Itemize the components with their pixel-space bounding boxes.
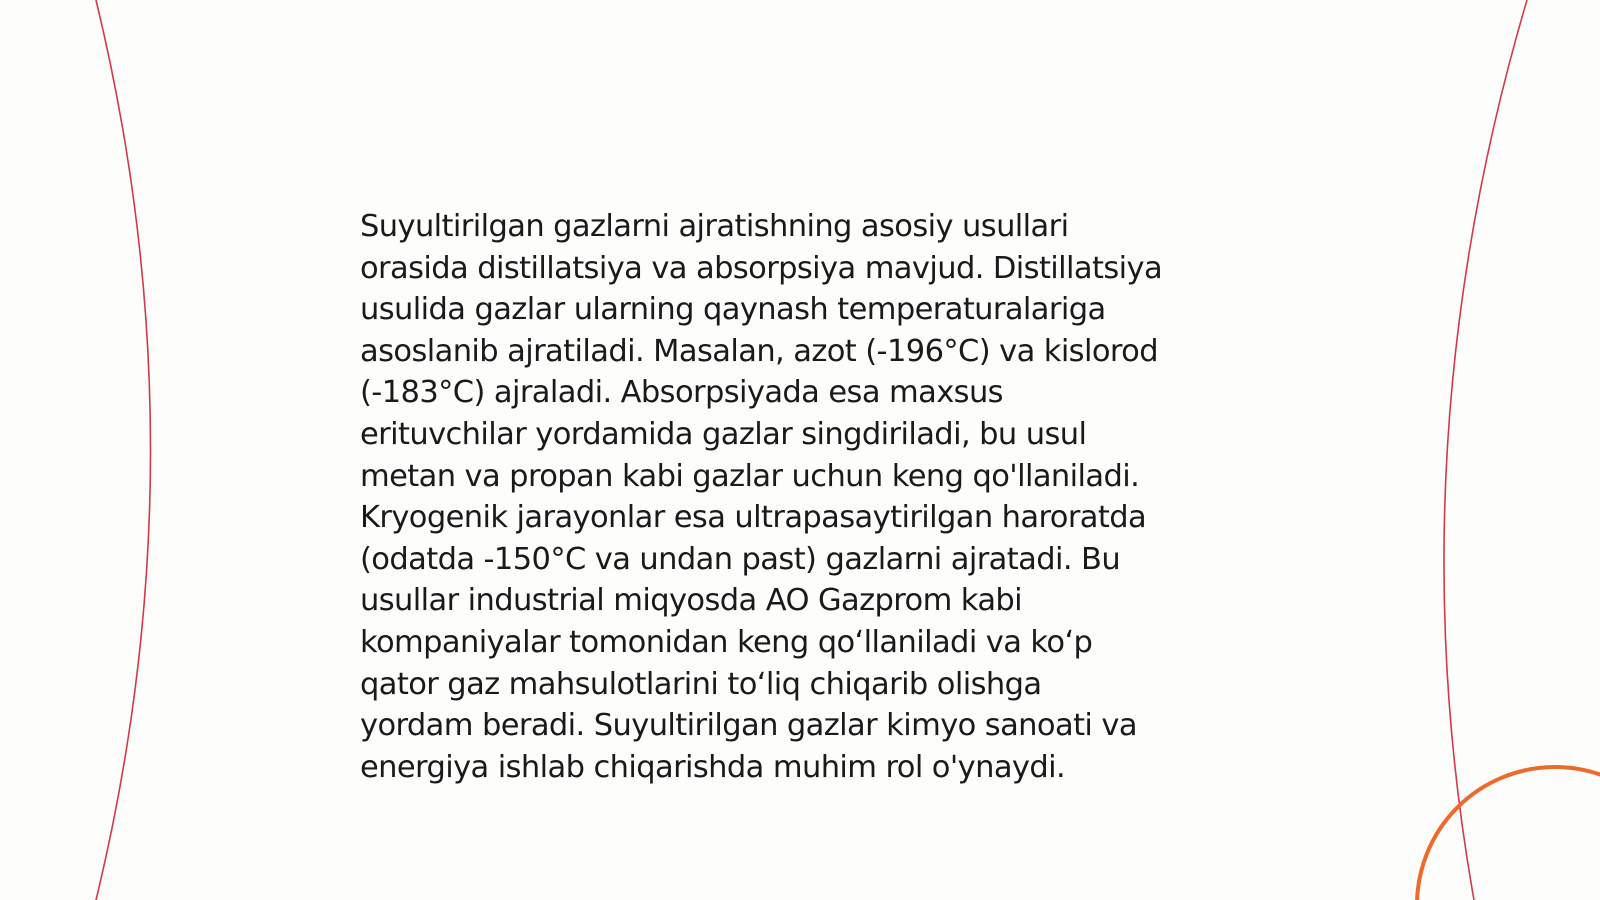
left-arc: [96, 0, 151, 900]
body-line: kompaniyalar tomonidan keng qo‘llaniladi va ko‘p: [360, 624, 1093, 660]
body-line: usulida gazlar ularning qaynash temperaturalariga: [360, 292, 1106, 328]
body-line: Suyultirilgan gazlarni ajratishning asosiy usullari: [360, 209, 1069, 244]
body-line: erituvchilar yordamida gazlar singdiriladi, bu usul: [360, 416, 1087, 452]
body-line: qator gaz mahsulotlarini to‘liq chiqarib olishga: [360, 666, 1042, 702]
body-line: yordam beradi. Suyultirilgan gazlar kimyo sanoati va: [360, 708, 1137, 744]
corner-circle: [1417, 767, 1600, 900]
body-line: asoslanib ajratiladi. Masalan, azot (-196°C) va kislorod: [360, 333, 1159, 369]
body-line: usullar industrial miqyosda AO Gazprom kabi: [360, 583, 1023, 619]
body-line: (odatda -150°C va undan past) gazlarni ajratadi. Bu: [360, 541, 1121, 577]
body-line: Kryogenik jarayonlar esa ultrapasaytirilgan haroratda: [360, 500, 1147, 536]
body-line: metan va propan kabi gazlar uchun keng qo'llaniladi.: [360, 458, 1140, 494]
body-line: energiya ishlab chiqarishda muhim rol o'ynaydi.: [360, 749, 1066, 785]
body-line: orasida distillatsiya va absorpsiya mavjud. Distillatsiya: [360, 250, 1163, 286]
right-arc: [1444, 0, 1527, 900]
slide-body-text: [360, 206, 1240, 788]
body-line: (-183°C) ajraladi. Absorpsiyada esa maxsus: [360, 375, 1003, 411]
